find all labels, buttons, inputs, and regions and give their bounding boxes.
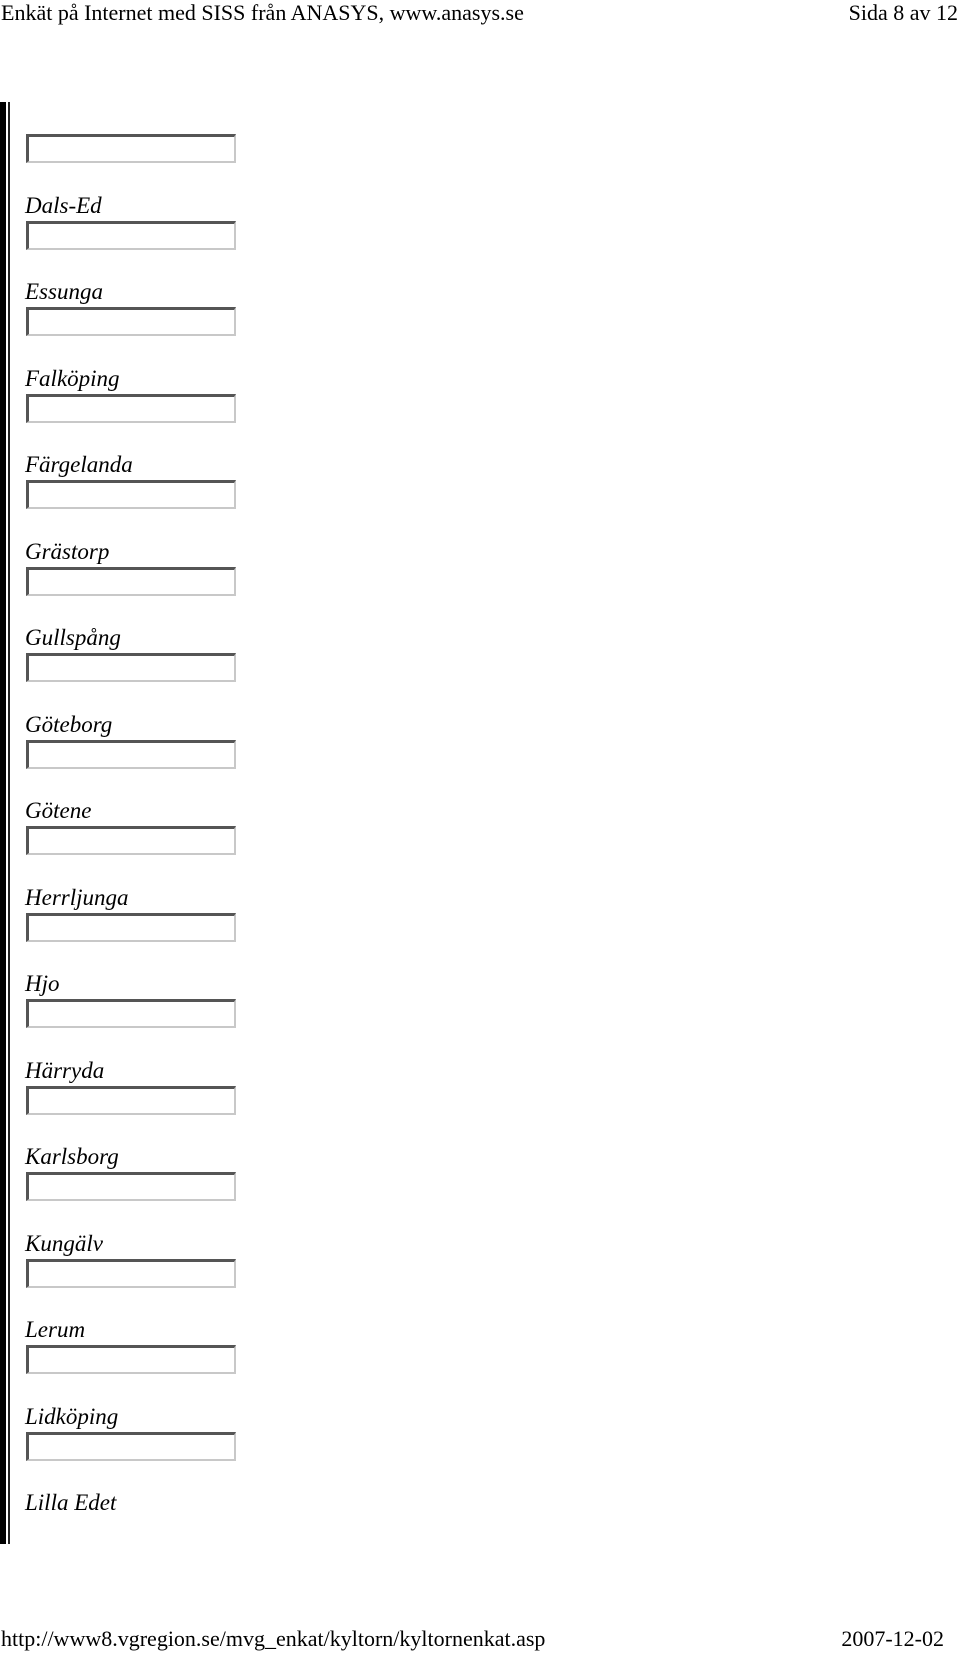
label-goteborg: Göteborg [25,712,113,737]
label-karlsborg: Karlsborg [25,1144,119,1169]
label-harryda: Härryda [25,1058,105,1083]
label-falkoping: Falköping [25,366,120,391]
text-field-dals-ed[interactable] [26,221,236,250]
text-field-karlsborg[interactable] [26,1172,236,1201]
document-title: Enkät på Internet med SISS från ANASYS, www.anasys.se [1,0,524,25]
text-field-falkoping[interactable] [26,394,236,423]
text-field-fargelanda[interactable] [26,480,236,509]
label-lerum: Lerum [25,1317,86,1342]
label-gullspang: Gullspång [25,625,121,650]
text-field-lerum[interactable] [26,1345,236,1374]
label-lilla-edet: Lilla Edet [25,1490,117,1515]
label-kungalv: Kungälv [25,1231,103,1256]
footer-url: http://www8.vgregion.se/mvg_enkat/kyltorn/kyltornenkat.asp [1,1626,546,1651]
frame-border-thin [8,102,10,1544]
footer-date: 2007-12-02 [841,1626,944,1651]
text-field-herrljunga[interactable] [26,913,236,942]
page-number: Sida 8 av 12 [848,0,958,25]
label-hjo: Hjo [25,971,60,996]
text-field-lidkoping[interactable] [26,1432,236,1461]
text-field-gullspang[interactable] [26,653,236,682]
label-herrljunga: Herrljunga [25,885,129,910]
label-lidkoping: Lidköping [25,1404,119,1429]
text-field-gotene[interactable] [26,826,236,855]
text-field-grastorp[interactable] [26,567,236,596]
text-field-goteborg[interactable] [26,740,236,769]
text-field-hjo[interactable] [26,999,236,1028]
text-field-kungalv[interactable] [26,1259,236,1288]
page-header [0,0,960,30]
text-field-essunga[interactable] [26,307,236,336]
label-gotene: Götene [25,798,92,823]
page-footer [0,1624,960,1654]
label-essunga: Essunga [25,279,103,304]
label-grastorp: Grästorp [25,539,110,564]
label-dals-ed: Dals-Ed [25,193,102,218]
frame-border-thick [0,102,6,1544]
text-field-harryda[interactable] [26,1086,236,1115]
label-fargelanda: Färgelanda [25,452,133,477]
text-field-top[interactable] [26,134,236,163]
